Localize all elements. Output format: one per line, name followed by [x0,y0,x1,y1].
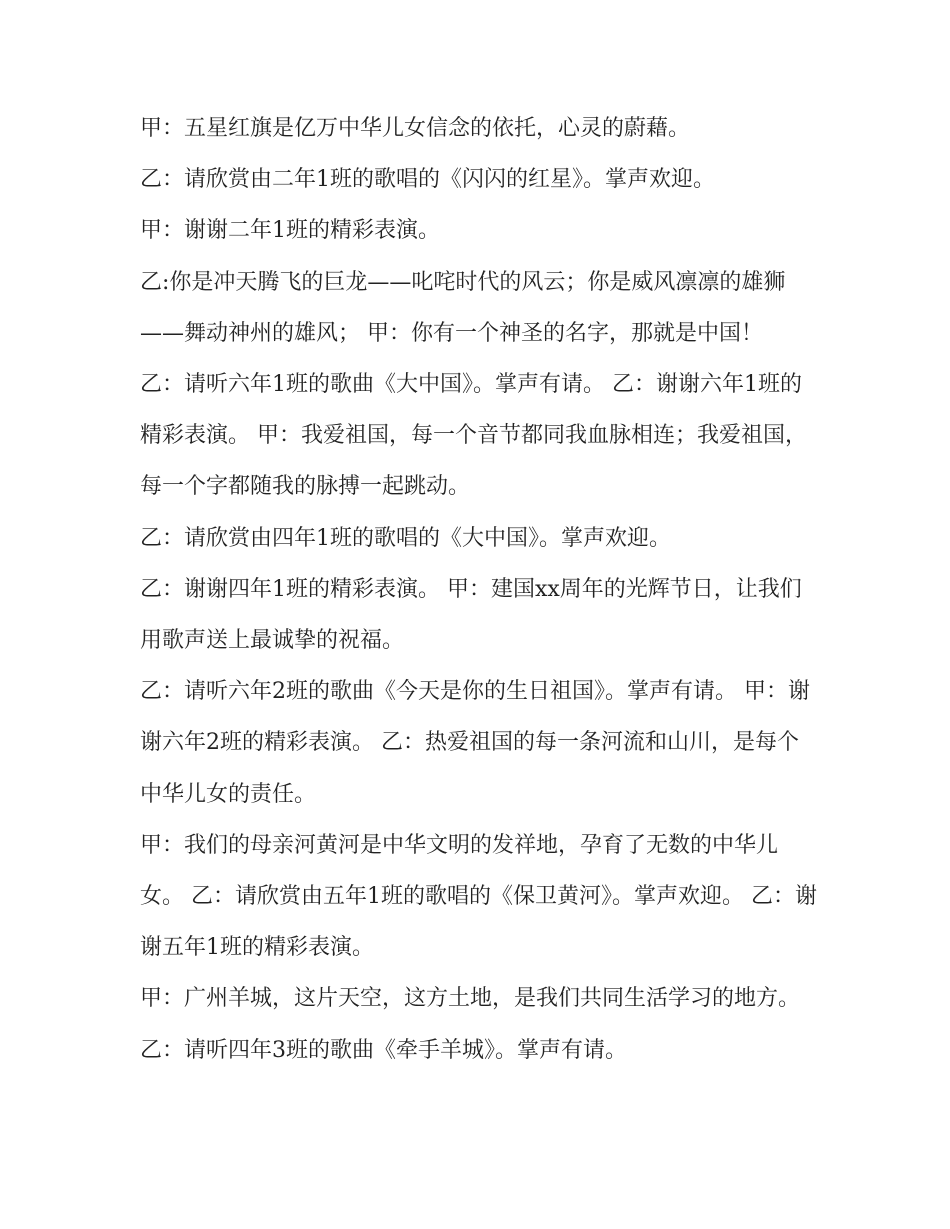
paragraph-6: 乙：请欣赏由四年1班的歌唱的《大中国》。掌声欢迎。 [140,525,671,551]
paragraph-8: 乙：请听六年2班的歌曲《今天是你的生日祖国》。掌声有请。 甲：谢谢六年2班的精彩表演。 乙：热爱祖国的每一条河流和山川，是每个中华儿女的责任。 [140,679,810,807]
paragraph-4: 乙:你是冲天腾飞的巨龙——叱咤时代的风云；你是威风凛凛的雄狮——舞动神州的雄风； 甲：你有一个神圣的名字，那就是中国！ [140,269,786,346]
paragraph-7: 乙：谢谢四年1班的精彩表演。 甲：建国xx周年的光辉节日，让我们用歌声送上最诚挚的祝福。 [140,576,802,654]
paragraph-2: 乙：请欣赏由二年1班的歌唱的《闪闪的红星》。掌声欢迎。 [140,167,715,193]
paragraph-9: 甲：我们的母亲河黄河是中华文明的发祥地，孕育了无数的中华儿女。 乙：请欣赏由五年1班的歌唱的《保卫黄河》。掌声欢迎。 乙：谢谢五年1班的精彩表演。 [140,832,817,961]
paragraph-1: 甲：五星红旗是亿万中华儿女信念的依托，心灵的蔚藉。 [140,116,691,141]
paragraph-5: 乙：请听六年1班的歌曲《大中国》。掌声有请。 乙：谢谢六年1班的精彩表演。 甲：我爱祖国，每一个音节都同我血脉相连；我爱祖国，每一个字都随我的脉搏一起跳动。 [140,372,807,500]
paragraph-3: 甲：谢谢二年1班的精彩表演。 [140,218,440,244]
document-body [140,103,820,1076]
paragraph-10: 甲：广州羊城，这片天空，这方土地，是我们共同生活学习的地方。 乙：请听四年3班的歌曲《牵手羊城》。掌声有请。 [140,986,801,1063]
